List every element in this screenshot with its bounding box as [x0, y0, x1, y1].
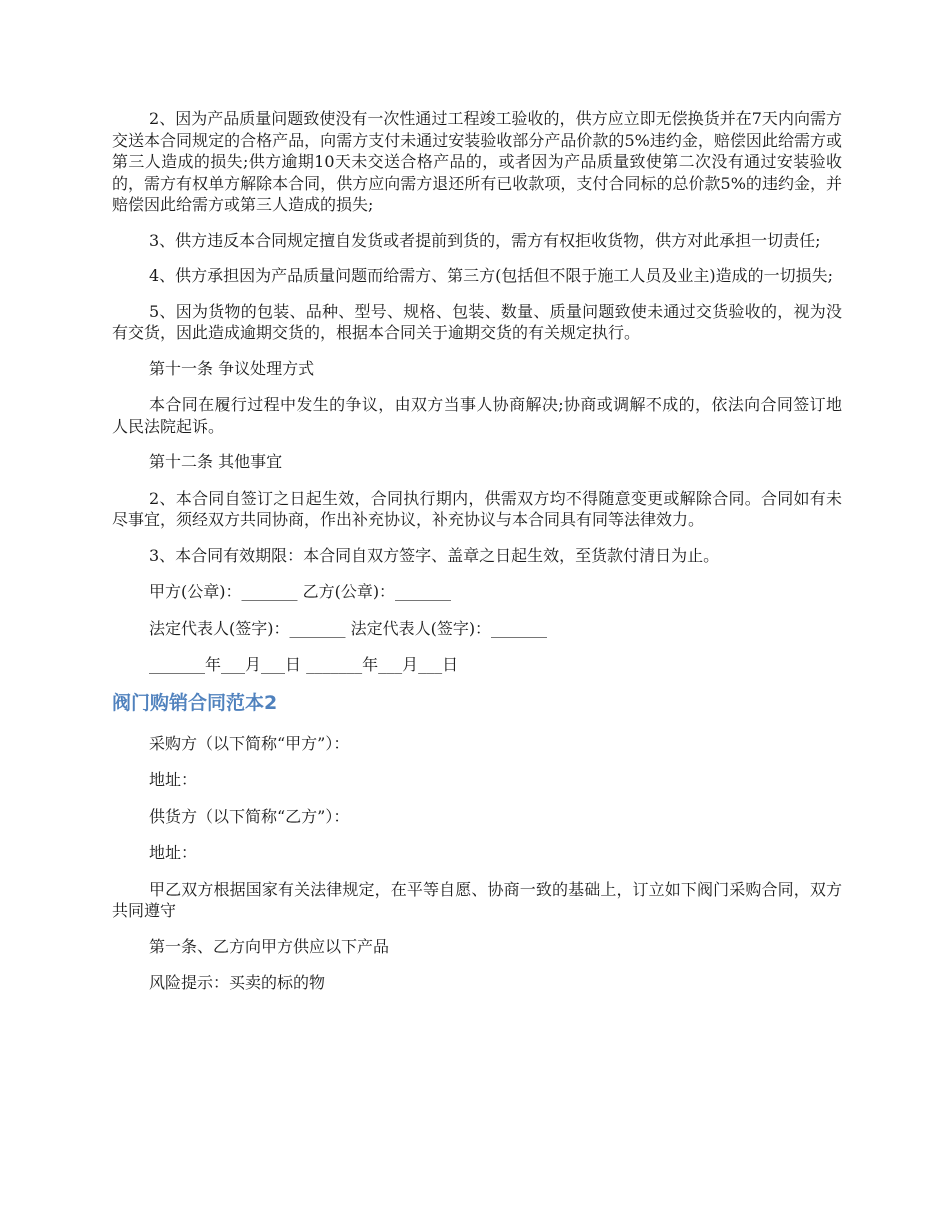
- article-1-title: 第一条、乙方向甲方供应以下产品: [149, 936, 390, 956]
- clause-11-body: 本合同在履行过程中发生的争议，由双方当事人协商解决;协商或调解不成的，依法向合同签订地人民法院起诉。: [112, 395, 842, 436]
- clause-12-item-2: 2、本合同自签订之日起生效，合同执行期内，供需双方均不得随意变更或解除合同。合同如有未尽事宜，须经双方共同协商，作出补充协议，补充协议与本合同具有同等法律效力。: [112, 488, 842, 529]
- clause-10-item-3: 3、供方违反本合同规定擅自发货或者提前到货的，需方有权拒收货物，供方对此承担一切责任;: [149, 230, 821, 250]
- section-heading: 阀门购销合同范本2: [112, 691, 278, 714]
- signature-date-line: _______年___月___日 _______年___月___日: [149, 655, 459, 674]
- clause-10-item-5: 5、因为货物的包装、品种、型号、规格、包装、数量、质量问题致使未通过交货验收的，视为没有交货，因此造成逾期交货的，根据本合同关于逾期交货的有关规定执行。: [112, 301, 842, 342]
- clause-10-item-4: 4、供方承担因为产品质量问题而给需方、第三方(包括但不限于施工人员及业主)造成的一切损失;: [149, 266, 834, 285]
- preamble-paragraph: 甲乙双方根据国家有关法律规定，在平等自愿、协商一致的基础上，订立如下阀门采购合同，双方共同遵守: [112, 879, 842, 920]
- signature-representative-line: 法定代表人(签字)：_______ 法定代表人(签字)：_______: [149, 618, 548, 638]
- supplier-line: 供货方（以下简称“乙方”）：: [149, 806, 350, 826]
- clause-12-title: 第十二条 其他事宜: [149, 452, 283, 471]
- buyer-address-line: 地址：: [149, 770, 198, 789]
- clause-11-title: 第十一条 争议处理方式: [149, 358, 315, 378]
- document-page: [112, 108, 842, 1009]
- clause-10-item-2: 2、因为产品质量问题致使没有一次性通过工程竣工验收的，供方应立即无偿换货并在7天内向需方交送本合同规定的合格产品，向需方支付未通过安装验收部分产品价款的5%违约金，赔偿因此给需方或第三人造成的损失;供方逾期10天未交送合格产品的，或者因为产品质量致使第二次没有通过安装验收的，需方有权单方解除本合同，供方应向需方退还所有已收款项，支付合同标的总价款5%的违约金，并赔偿因此给需方或第三人造成的损失;: [112, 109, 842, 214]
- clause-12-item-3: 3、本合同有效期限：本合同自双方签字、盖章之日起生效，至货款付清日为止。: [149, 545, 720, 565]
- risk-notice: 风险提示：买卖的标的物: [149, 973, 326, 992]
- buyer-line: 采购方（以下简称“甲方”）：: [149, 733, 350, 753]
- signature-seal-line: 甲方(公章)：_______ 乙方(公章)：_______: [149, 582, 452, 601]
- supplier-address-line: 地址：: [149, 843, 198, 862]
